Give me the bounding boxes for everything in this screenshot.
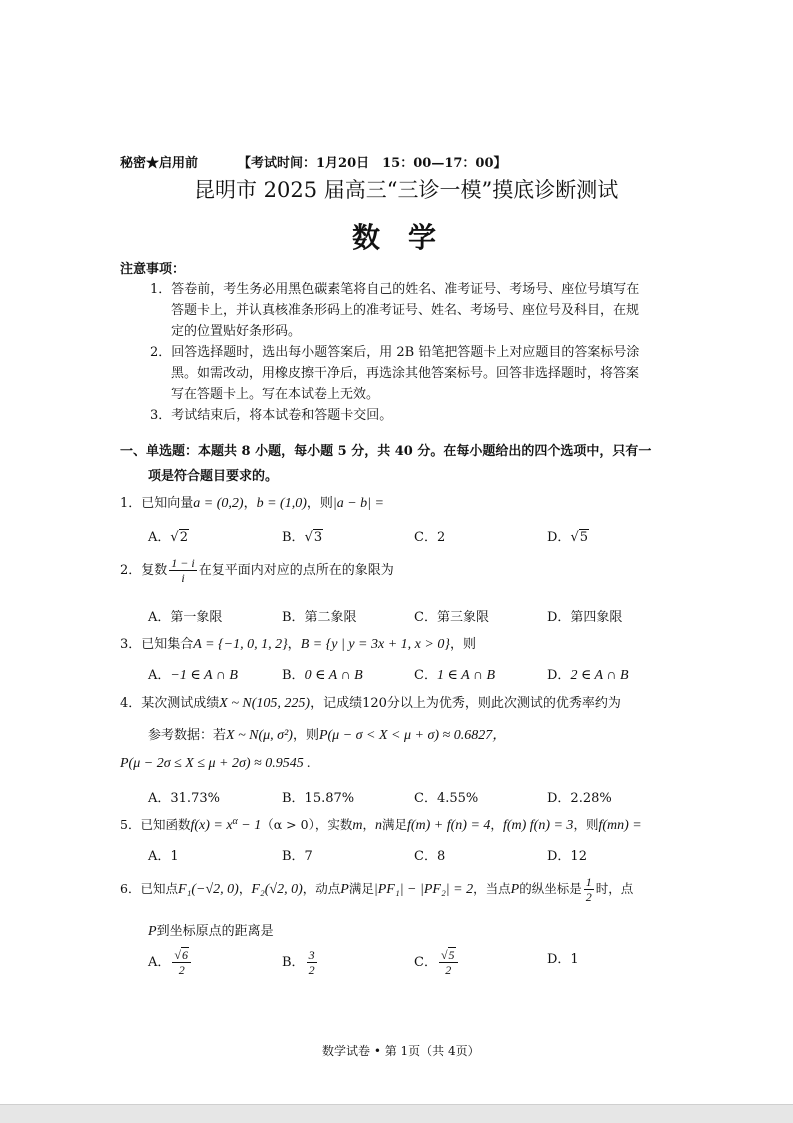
q1-vector-b: b = (1,0) — [256, 496, 307, 511]
section-heading-line-1: 一、单选题：本题共 8 小题，每小题 5 分，共 40 分。在每小题给出的四个选项中，只有一 — [120, 444, 652, 459]
q1-sep: ， — [243, 496, 257, 511]
q3-option-b: B．0 ∈ A ∩ B — [282, 668, 363, 683]
q2-fraction: $\frac{1 - i}{i}$ — [171, 556, 195, 585]
q6-fraction-half: $\frac{1}{2}$ — [585, 875, 592, 904]
q1-option-d: D．√5 — [547, 530, 589, 545]
question-3: 3．已知集合A = {−1, 0, 1, 2}，B = {y | y = 3x + 1, x > 0}，则 — [120, 637, 476, 652]
secret-label: 秘密★启用前 — [120, 156, 199, 171]
q6-line-2: P到坐标原点的距离是 — [148, 924, 274, 939]
q5-option-a: A．1 — [148, 849, 179, 864]
q1-vector-a: a = (0,2) — [193, 496, 244, 511]
q3-set-a: A = {−1, 0, 1, 2} — [193, 637, 288, 652]
q4-option-b: B．15.87% — [282, 791, 355, 806]
sqrt-symbol: √3 — [304, 530, 323, 545]
q6-option-c: C． $\frac{√5}{2}$ — [414, 948, 460, 977]
notice-item-1-line-3: 定的位置贴好条形码。 — [171, 324, 302, 339]
q4-option-c: C．4.55% — [414, 791, 479, 806]
q6-option-b: B． $\frac{3}{2}$ — [282, 948, 315, 977]
sqrt-symbol: √5 — [570, 530, 589, 545]
q6-option-a: A． $\frac{√6}{2}$ — [148, 948, 193, 977]
q2-option-b: B．第二象限 — [282, 610, 357, 625]
q3-option-d: D．2 ∈ A ∩ B — [547, 668, 629, 683]
q4-distribution: X ~ N(105, 225) — [219, 696, 311, 711]
exam-time: 【考试时间：1月20日 15：00—17：00】 — [238, 156, 507, 171]
q4-option-d: D．2.28% — [547, 791, 612, 806]
q5-option-b: B．7 — [282, 849, 313, 864]
q1-option-a: A．√2 — [148, 530, 188, 545]
q2-stem: 2．复数 — [120, 563, 168, 578]
sqrt-symbol: √2 — [170, 530, 188, 545]
question-6: 6．已知点F₁(−√2, 0)，F₂(√2, 0)，动点P满足|PF₁| − |PF₂| = 2，当点P的纵坐标是 $\frac{1}{2}$ 时，点 — [120, 875, 634, 904]
q1-then: ，则 — [306, 496, 333, 511]
q6-option-c-fraction: $\frac{√5}{2}$ — [439, 948, 458, 977]
q4-option-a: A．31.73% — [148, 791, 220, 806]
question-5: 5．已知函数$f(x) = x^\alpha - 1(\alpha > 0)$，实数m，n满足f(m) + f(n) = 4，f(m) f(n) = 3，则f(mn) = — [120, 815, 642, 833]
q6-option-b-fraction: $\frac{3}{2}$ — [308, 948, 315, 977]
notice-item-1-line-2: 答题卡上，并认真核准条形码上的准考证号、姓名、考场号、座位号及科目，在规 — [171, 303, 640, 318]
q2-option-c: C．第三象限 — [414, 610, 489, 625]
q2-option-d: D．第四象限 — [547, 610, 623, 625]
question-2 — [120, 556, 394, 585]
exam-title: 昆明市 2025 届高三“三诊一模”摸底诊断测试 — [194, 178, 619, 202]
q1-expr: |a − b| = — [332, 496, 384, 511]
q5-option-c: C．8 — [414, 849, 446, 864]
q4-reference-1: 参考数据：若X ~ N(μ, σ²)，则P(μ − σ < X < μ + σ) ≈ 0.6827， — [148, 728, 507, 743]
viewer-bottom-bar — [0, 1104, 793, 1123]
notice-item-2-line-3: 写在答题卡上。写在本试卷上无效。 — [171, 387, 380, 402]
q1-option-b: B．√3 — [282, 530, 323, 545]
question-1 — [120, 492, 384, 512]
q2-option-a: A．第一象限 — [148, 610, 223, 625]
subject-title: 数 学 — [352, 221, 437, 254]
notice-heading: 注意事项： — [120, 262, 186, 277]
page-footer: 数学试卷 • 第 1页（共 4页） — [322, 1044, 480, 1058]
q3-option-c: C．1 ∈ A ∩ B — [414, 668, 496, 683]
q6-option-a-fraction: $\frac{√6}{2}$ — [172, 948, 191, 977]
section-heading-line-2: 项是符合题目要求的。 — [148, 469, 279, 484]
q3-option-a: A．−1 ∈ A ∩ B — [148, 668, 238, 683]
q2-rest: 在复平面内对应的点所在的象限为 — [198, 563, 394, 578]
q5-option-d: D．12 — [547, 849, 587, 864]
q3-stem: 3．已知集合 — [120, 637, 194, 652]
notice-item-3: 3．考试结束后，将本试卷和答题卡交回。 — [150, 408, 393, 423]
q1-option-c: C．2 — [414, 530, 446, 545]
notice-item-2-line-1: 2．回答选择题时，选出每小题答案后，用 2B 铅笔把答题卡上对应题目的答案标号涂 — [150, 345, 640, 360]
q4-reference-2: P(μ − 2σ ≤ X ≤ μ + 2σ) ≈ 0.9545 . — [120, 756, 311, 771]
q3-set-b: B = {y | y = 3x + 1, x > 0} — [300, 637, 450, 652]
q1-stem: 1．已知向量 — [120, 496, 194, 511]
q6-option-d: D．1 — [547, 952, 579, 967]
notice-item-1-line-1: 1．答卷前，考生务必用黑色碳素笔将自己的姓名、准考证号、考场号、座位号填写在 — [150, 282, 640, 297]
notice-item-2-line-2: 黑。如需改动，用橡皮擦干净后，再选涂其他答案标号。回答非选择题时，将答案 — [171, 366, 640, 381]
question-4: 4．某次测试成绩X ~ N(105, 225)，记成绩120分以上为优秀，则此次测试的优秀率约为 — [120, 696, 621, 711]
